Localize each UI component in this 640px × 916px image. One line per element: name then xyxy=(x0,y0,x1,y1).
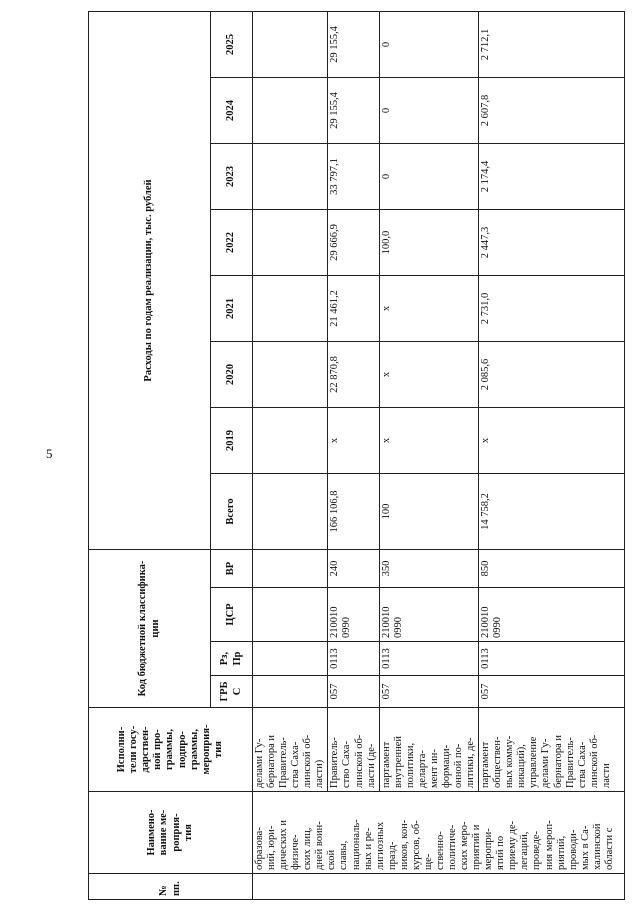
row-year-value: 2 712,1 xyxy=(479,11,625,77)
header-year: 2022 xyxy=(211,210,253,276)
header-grbs: ГРБ С xyxy=(211,676,253,708)
row-num xyxy=(253,874,625,900)
header-rzpr: Рз, Пр xyxy=(211,642,253,676)
row-year-value xyxy=(253,210,328,276)
header-year: 2020 xyxy=(211,342,253,408)
header-row-1 xyxy=(89,11,211,899)
header-budget-code: Код бюджетной классифика- ции xyxy=(89,550,211,708)
table-row xyxy=(328,11,379,899)
row-vr xyxy=(253,550,328,588)
row-grbs: 057 xyxy=(479,676,625,708)
row-year-value: 0 xyxy=(379,144,479,210)
row-vr: 350 xyxy=(379,550,479,588)
header-name: Наимено- вание ме- роприя- тия xyxy=(89,792,253,874)
row-csr: 210010 0990 xyxy=(328,588,379,642)
row-grbs: 057 xyxy=(328,676,379,708)
row-rzpr: 0113 xyxy=(379,642,479,676)
row-rzpr: 0113 xyxy=(328,642,379,676)
row-year-value xyxy=(253,342,328,408)
table-row xyxy=(253,11,328,899)
expenses-table xyxy=(88,11,625,900)
row-year-value: 2 085,6 xyxy=(479,342,625,408)
header-expenses: Расходы по годам реализации, тыс. рублей xyxy=(89,11,211,549)
row-year-value: 29 155,4 xyxy=(328,11,379,77)
row-total: 14 758,2 xyxy=(479,474,625,550)
header-total: Всего xyxy=(211,474,253,550)
row-year-value: x xyxy=(328,408,379,474)
row-year-value xyxy=(253,144,328,210)
row-year-value: x xyxy=(379,342,479,408)
row-executor: партамент внутренней политики, деларта- мент ин- формаци- онной по- литики, де- xyxy=(379,708,479,792)
table-row xyxy=(379,11,479,899)
row-year-value xyxy=(253,276,328,342)
row-year-value: 0 xyxy=(379,78,479,144)
row-year-value: 21 461,2 xyxy=(328,276,379,342)
row-total: 100 xyxy=(379,474,479,550)
row-executor: партамент обществен- ных комму- никаций), управление делами Гу- бернатора и Правитель- ства Саха- линской об- ласти xyxy=(479,708,625,792)
row-year-value: 2 447,3 xyxy=(479,210,625,276)
row-csr: 210010 0990 xyxy=(379,588,479,642)
row-csr xyxy=(253,588,328,642)
header-executors: Исполни- тели госу- дарствен- ной про- граммы, подпро- граммы, мероприя- тия xyxy=(89,708,253,792)
row-total xyxy=(253,474,328,550)
row-year-value: 2 607,8 xyxy=(479,78,625,144)
table-row xyxy=(479,11,625,899)
header-vr: ВР xyxy=(211,550,253,588)
header-year: 2025 xyxy=(211,11,253,77)
row-year-value xyxy=(253,78,328,144)
header-csr: ЦСР xyxy=(211,588,253,642)
row-vr: 240 xyxy=(328,550,379,588)
row-csr: 210010 0990 xyxy=(479,588,625,642)
row-name: образова- ний, юри- дических и физиче- ских лиц, дней воин- ской славы, националь- ных и ре- лигиозных празд- ников, кон- курсов, об- ще- ственно- политиче- ских меро- приятий и меропри- ятий по приему де- легаций, проведе- ния мероп- риятий, проводи- мых в Са- халинской области с xyxy=(253,792,625,874)
row-year-value: x xyxy=(379,408,479,474)
row-year-value: 0 xyxy=(379,11,479,77)
row-total: 166 106,8 xyxy=(328,474,379,550)
row-vr: 850 xyxy=(479,550,625,588)
row-year-value: x xyxy=(379,276,479,342)
header-year: 2024 xyxy=(211,78,253,144)
row-grbs: 057 xyxy=(379,676,479,708)
header-year: 2021 xyxy=(211,276,253,342)
row-year-value: 2 174,4 xyxy=(479,144,625,210)
row-rzpr xyxy=(253,642,328,676)
row-executor: делами Гу- бернатора и Правитель- ства Саха- линской об- ласти) xyxy=(253,708,328,792)
row-rzpr: 0113 xyxy=(479,642,625,676)
row-year-value: 29 155,4 xyxy=(328,78,379,144)
header-year: 2019 xyxy=(211,408,253,474)
row-grbs xyxy=(253,676,328,708)
row-year-value: x xyxy=(479,408,625,474)
header-num: № пп. xyxy=(89,874,253,900)
row-year-value: 33 797,1 xyxy=(328,144,379,210)
row-year-value: 100,0 xyxy=(379,210,479,276)
page-number: 5 xyxy=(46,446,53,461)
row-year-value: 22 870,8 xyxy=(328,342,379,408)
rotated-table-wrapper xyxy=(88,12,615,900)
row-year-value xyxy=(253,11,328,77)
row-year-value: 2 731,0 xyxy=(479,276,625,342)
header-year: 2023 xyxy=(211,144,253,210)
row-executor: Правитель- ство Саха- линской об- ласти (де- xyxy=(328,708,379,792)
row-year-value xyxy=(253,408,328,474)
row-year-value: 29 666,9 xyxy=(328,210,379,276)
